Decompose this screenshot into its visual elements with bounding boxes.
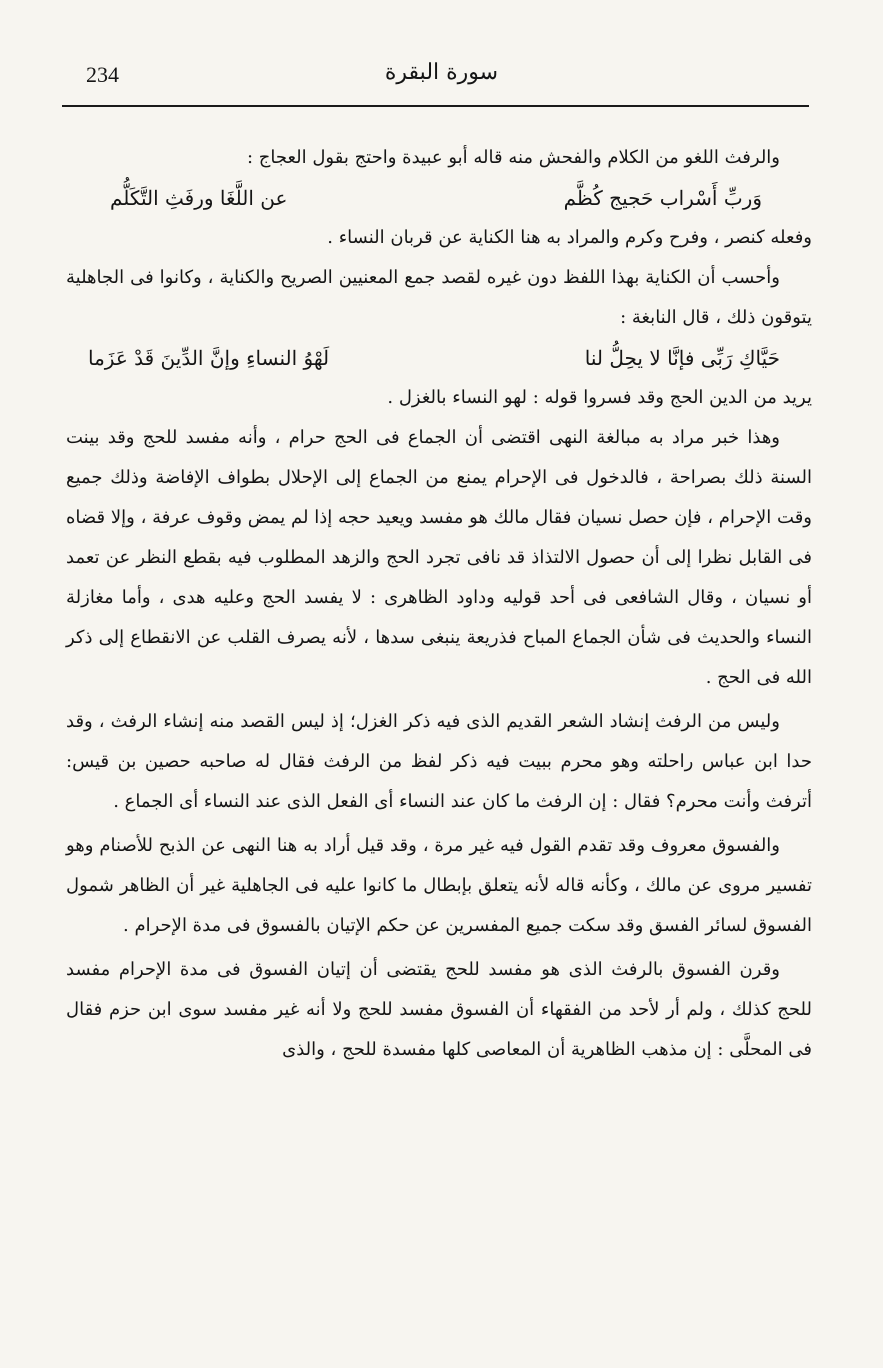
verse-1-first-hemistich: وَربِّ أَسْراب حَجيج كُظَّم <box>563 186 762 210</box>
header-rule <box>62 105 809 107</box>
paragraph-2: وفعله كنصر ، وفرح وكرم والمراد به هنا الكناية عن قربان النساء . <box>327 227 812 248</box>
verse-1 <box>66 178 812 218</box>
paragraph-8: وقرن الفسوق بالرفث الذى هو مفسد للحج يقتضى أن إتيان الفسوق فى مدة الإحرام مفسد للحج كذلك ، ولم أر لأحد من الفقهاء أن الفسوق مفسد للحج ولا أنه غير مفسد سوى ابن حزم فقال فى المحلَّى : إن مذهب الظاهرية أن المعاصى كلها مفسدة للحج ، والذى <box>66 959 812 1060</box>
paragraph-4: يريد من الدين الحج وقد فسروا قوله : لهو النساء بالغزل . <box>387 387 812 408</box>
verse-2-first-hemistich: حَيَّاكِ رَبِّى فإنَّا لا يحِلُّ لنا <box>584 346 780 370</box>
verse-1-second-hemistich: عن اللَّغَا ورفَثِ التَّكَلُّم <box>110 186 288 210</box>
paragraph-7: والفسوق معروف وقد تقدم القول فيه غير مرة ، وقد قيل أراد به هنا النهى عن الذبح للأصنام وهو تفسير مروى عن مالك ، وكأنه قاله لأنه يتعلق بإبطال ما كانوا عليه فى الجاهلية غير أن الظاهر شمول الفسوق لسائر الفسق وقد سكت جميع المفسرين عن حكم الإتيان بالفسوق فى مدة الإحرام . <box>66 835 812 936</box>
body-text <box>66 138 812 1070</box>
paragraph-6: وليس من الرفث إنشاد الشعر القديم الذى فيه ذكر الغزل؛ إذ ليس القصد منه إنشاء الرفث ، وقد حدا ابن عباس راحلته وهو محرم ببيت فيه ذكر لفظ من الرفث فقال له صاحبه حصين بن قيس: أترفث وأنت محرم؟ فقال : إن الرفث ما كان عند النساء أى الفعل الذى عند النساء أى الجماع . <box>66 711 812 812</box>
page-number: 234 <box>86 62 119 87</box>
verse-2 <box>66 338 812 378</box>
running-title: سورة البقرة <box>384 60 499 85</box>
verse-2-second-hemistich: لَهْوُ النساءِ وإنَّ الدِّينَ قَدْ عَزَما <box>88 346 330 370</box>
paragraph-3: وأحسب أن الكناية بهذا اللفظ دون غيره لقصد جمع المعنيين الصريح والكناية ، وكانوا فى الجاهلية يتوقون ذلك ، قال النابغة : <box>66 267 812 328</box>
paragraph-5: وهذا خبر مراد به مبالغة النهى اقتضى أن الجماع فى الحج حرام ، وأنه مفسد للحج وقد بينت السنة ذلك بصراحة ، فالدخول فى الإحرام يمنع من الجماع إلى الإحلال بطواف الإفاضة وذلك جميع وقت الإحرام ، فإن حصل نسيان فقال مالك هو مفسد ويعيد حجه إذا لم يمض وقوف عرفة ، وإلا قضاه فى القابل نظرا إلى أن حصول الالتذاذ قد نافى تجرد الحج والزهد المطلوب فيه بقطع النظر عن تعمد أو نسيان ، وقال الشافعى فى أحد قوليه وداود الظاهرى : لا يفسد الحج وعليه هدى ، وأما مغازلة النساء والحديث فى شأن الجماع المباح فذريعة ينبغى سدها ، لأنه يصرف القلب عن الانقطاع إلى ذكر الله فى الحج . <box>66 427 812 688</box>
paragraph-1: والرفث اللغو من الكلام والفحش منه قاله أبو عبيدة واحتج بقول العجاج : <box>246 147 780 168</box>
